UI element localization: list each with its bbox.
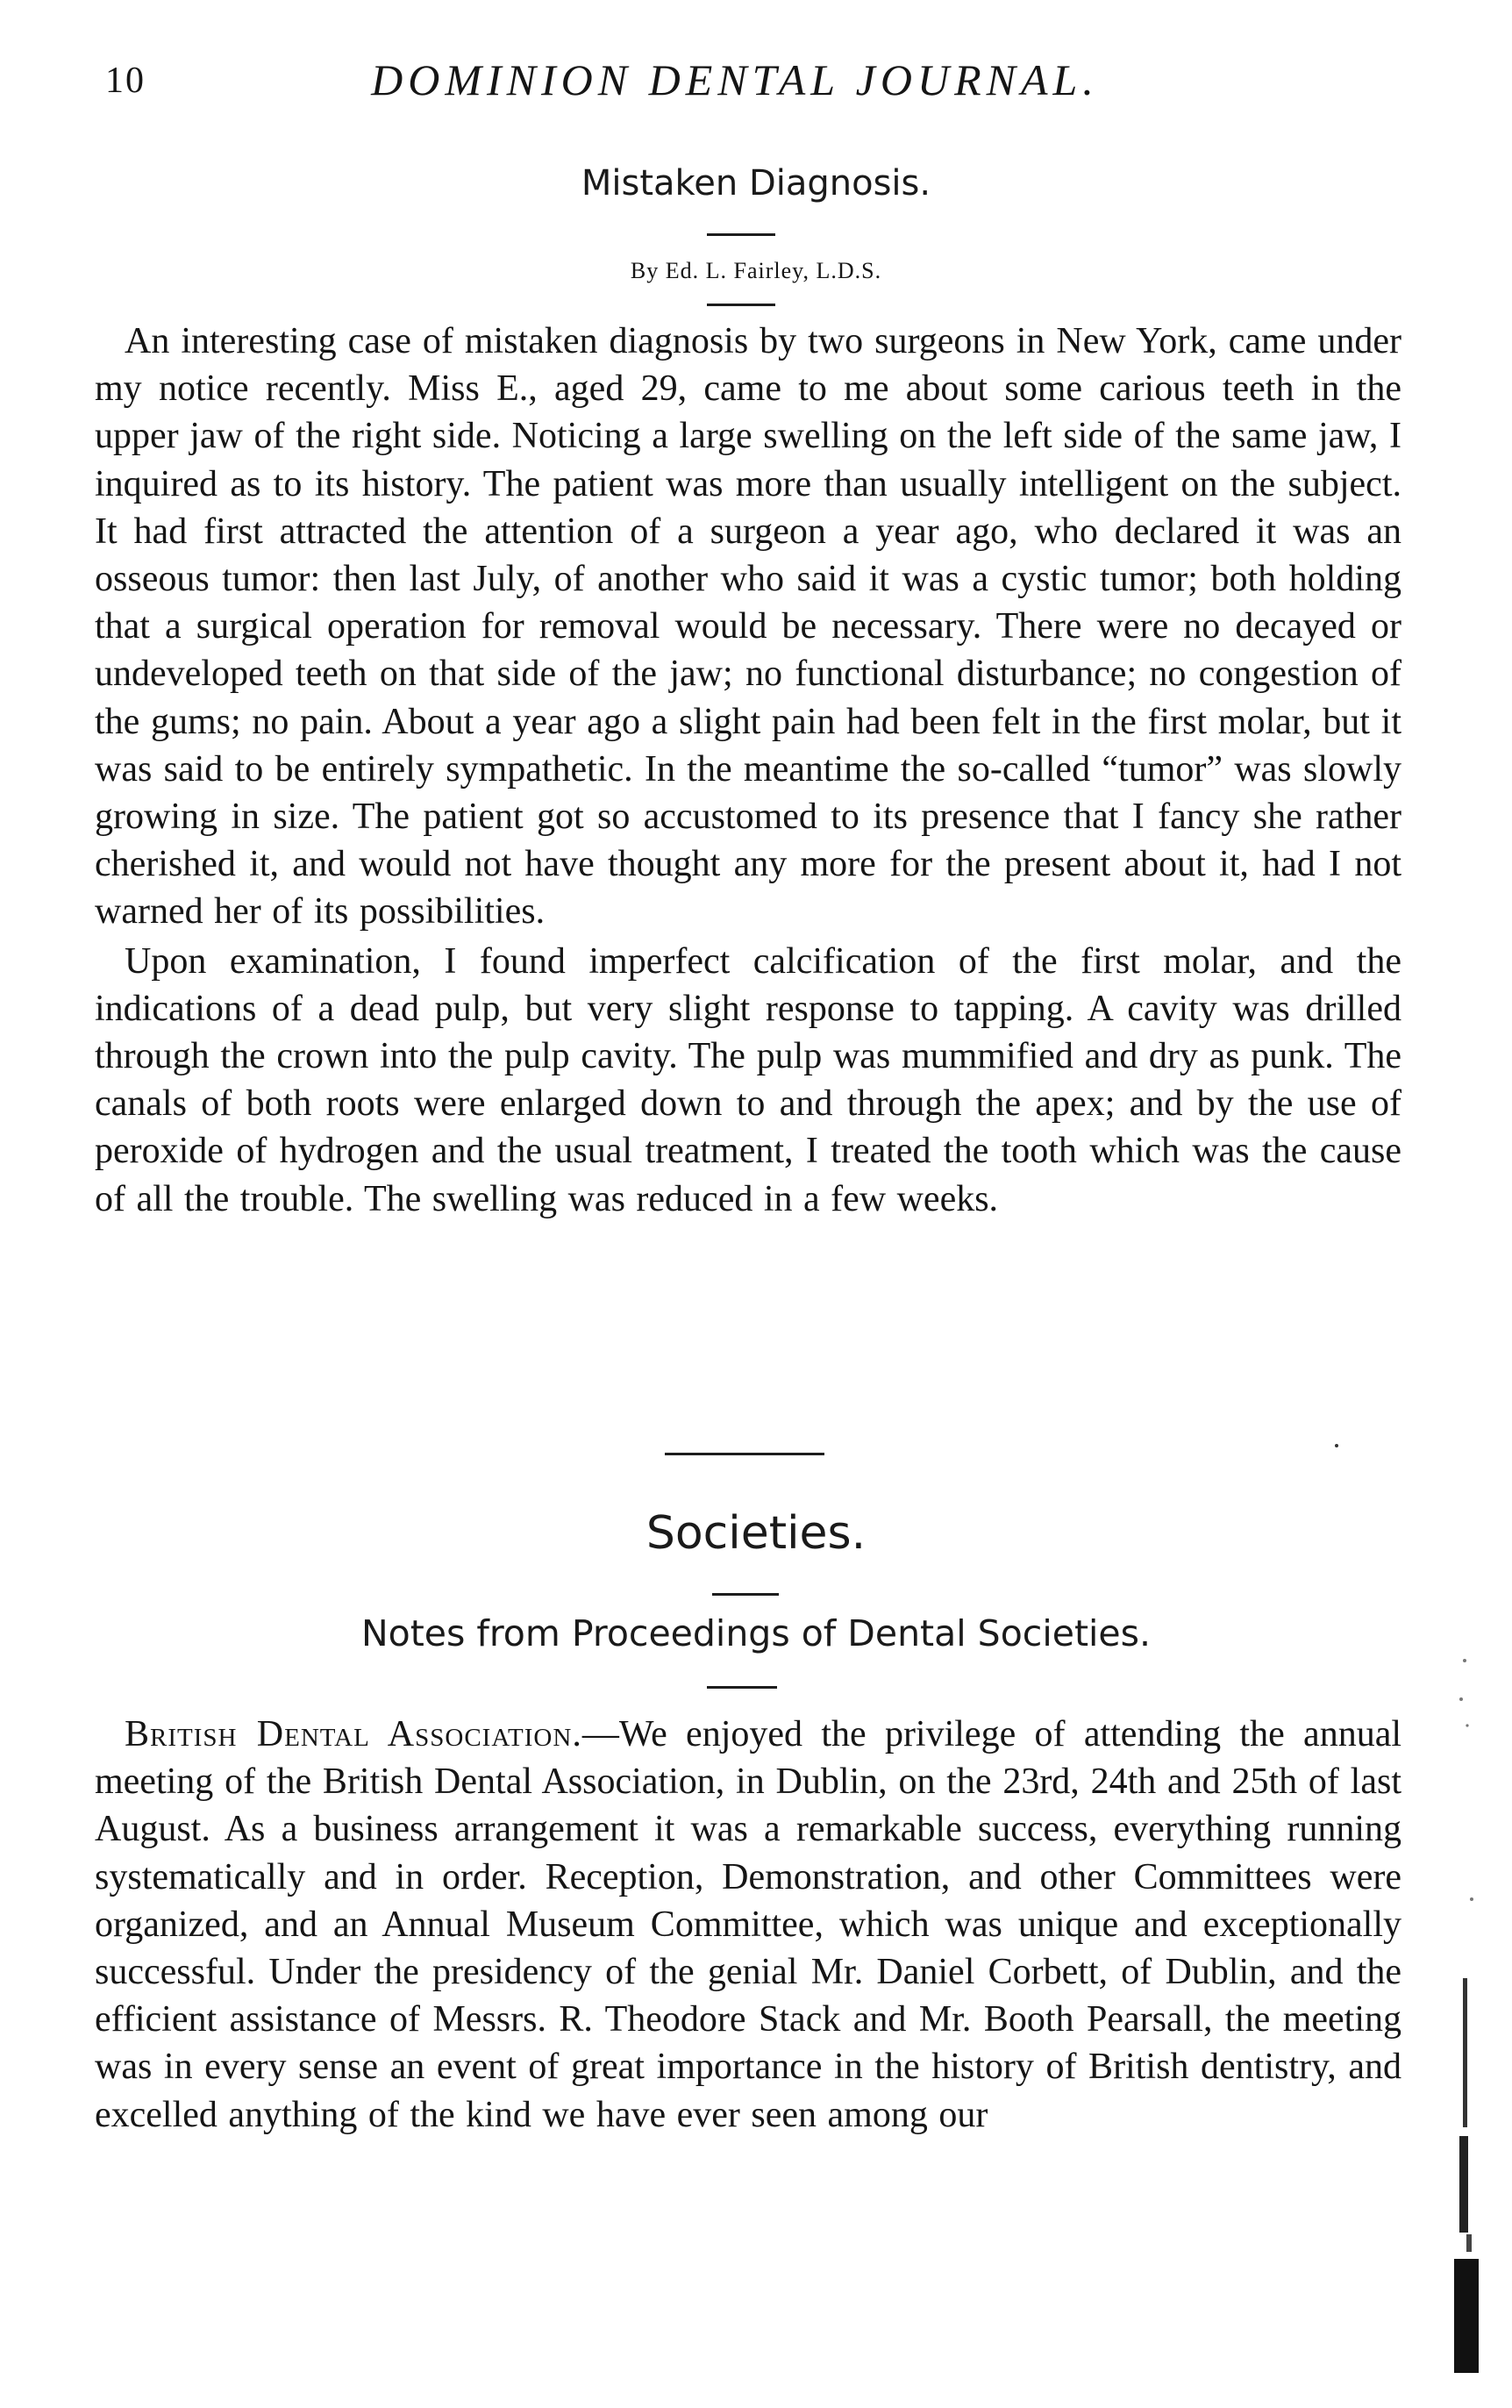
journal-title: DOMINION DENTAL JOURNAL. bbox=[371, 55, 1099, 104]
section-title-divider bbox=[712, 1593, 779, 1596]
running-head bbox=[95, 51, 1375, 130]
section-paragraph bbox=[95, 1711, 1401, 2139]
byline-divider bbox=[707, 304, 775, 306]
print-speck bbox=[1335, 1444, 1338, 1447]
title-divider bbox=[707, 233, 775, 236]
section-paragraph-text: —We enjoyed the privilege of attending the annual meeting of the British Dental Association, in Dublin, on the 23rd, 24th and 25th of last August. As a business arrangement it was a remarkable success, everything running systematically and in order. Reception, Demonstration, and other Committees were organized, and an Annual Museum Committee, which was unique and exceptionally successful. Under the presidency of the genial Mr. Daniel Corbett, of Dublin, and the efficient assistance of Messrs. R. Theodore Stack and Mr. Booth Pearsall, the meeting was in every sense an event of great importance in the history of British dentistry, and excelled anything of the kind we have ever seen among our bbox=[95, 1714, 1402, 2135]
section-body bbox=[95, 1711, 1401, 2139]
article-body bbox=[95, 318, 1401, 1223]
scan-edge-artifact bbox=[1445, 1645, 1484, 2382]
section-title: Societies. bbox=[645, 1507, 867, 1560]
page-number: 10 bbox=[105, 61, 146, 101]
article-paragraph: An interesting case of mistaken diagnosis by two surgeons in New York, came under my notice recently. Miss E., aged 29, came to me about some carious teeth in the upper jaw of the right side. Noticing a large swelling on the left side of the same jaw, I inquired as to its history. The patient was more than usually intelligent on the subject. It had first attracted the attention of a surgeon a year ago, who declared it was an osseous tumor: then last July, of another who said it was a cystic tumor; both holding that a surgical operation for removal would be necessary. There were no decayed or undeveloped teeth on that side of the jaw; no functional disturbance; no congestion of the gums; no pain. About a year ago a slight pain had been felt in the first molar, but it was said to be entirely sympathetic. In the meantime the so-called “tumor” was slowly growing in size. The patient got so accustomed to its presence that I fancy she rather cherished it, and would not have thought any more for the present about it, had I not warned her of its possibilities. bbox=[95, 321, 1401, 932]
subtitle-divider bbox=[707, 1686, 777, 1689]
section-subtitle: Notes from Proceedings of Dental Societies. bbox=[360, 1612, 1152, 1654]
article-title: Mistaken Diagnosis. bbox=[581, 163, 931, 204]
article-byline: By Ed. L. Fairley, L.D.S. bbox=[630, 258, 882, 283]
section-divider bbox=[665, 1453, 824, 1455]
society-name: British Dental Association. bbox=[125, 1714, 582, 1754]
article-paragraph: Upon examination, I found imperfect calcification of the first molar, and the indications of a dead pulp, but very slight response to tapping. A cavity was drilled through the crown into the pulp cavity. The pulp was mummified and dry as punk. The canals of both roots were enlarged down to and through the apex; and by the use of peroxide of hydrogen and the usual treatment, I treated the tooth which was the cause of all the trouble. The swelling was reduced in a few weeks. bbox=[95, 940, 1401, 1219]
